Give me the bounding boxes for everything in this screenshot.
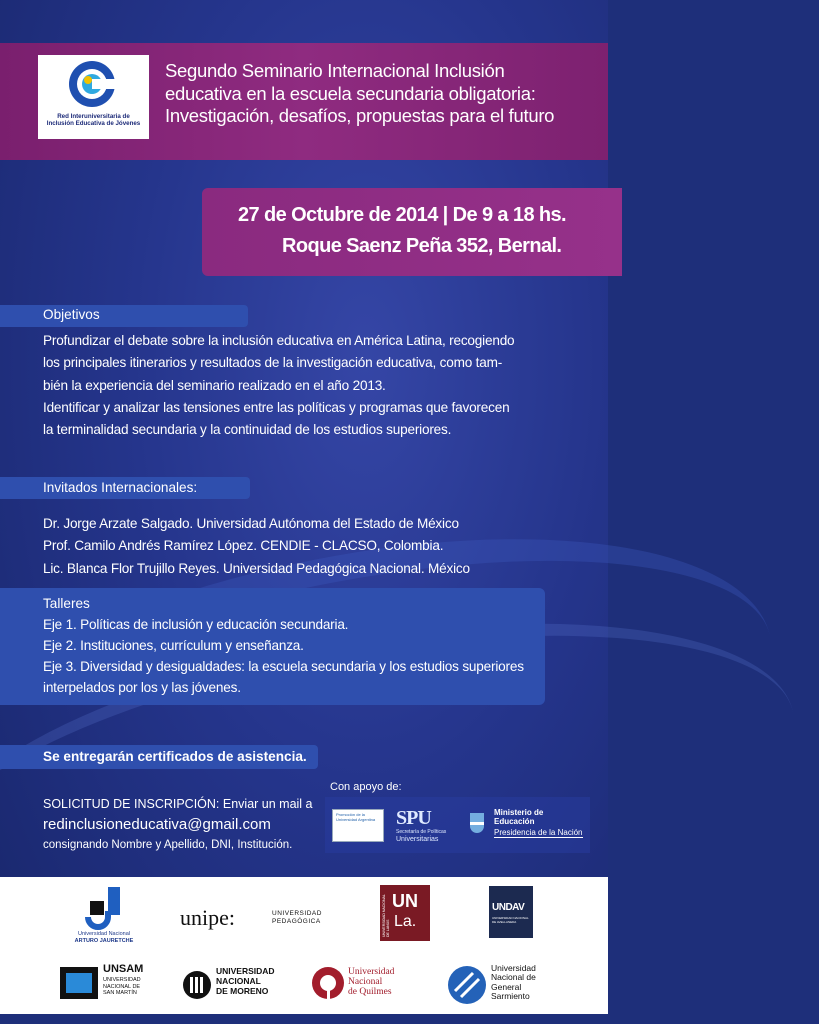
event-date: 27 de Octubre de 2014 | De 9 a 18 hs. bbox=[238, 204, 567, 226]
promocion-logo-text: Promoción de la Universidad Argentina bbox=[336, 812, 376, 822]
presidencia-label: Presidencia de la Nación bbox=[494, 828, 583, 837]
promocion-universidad-logo bbox=[332, 809, 384, 842]
invitado-line: Prof. Camilo Andrés Ramírez López. CENDIE - CLACSO, Colombia. bbox=[43, 538, 444, 554]
event-info bbox=[230, 200, 590, 262]
objetivos-text bbox=[43, 330, 514, 441]
spu-logo bbox=[396, 807, 458, 847]
event-place: Roque Saenz Peña 352, Bernal. bbox=[282, 235, 562, 257]
invitado-line: Lic. Blanca Flor Trujillo Reyes. Universidad Pedagógica Nacional. México bbox=[43, 560, 470, 576]
talleres-heading: Talleres bbox=[43, 596, 90, 611]
ungs-logo bbox=[447, 963, 557, 1007]
invitado-line: Dr. Jorge Arzate Salgado. Universidad Autónoma del Estado de México bbox=[43, 516, 459, 531]
invitados-heading: Invitados Internacionales: bbox=[43, 480, 198, 495]
unipe-text: PEDAGÓGICA bbox=[272, 917, 321, 925]
unsam-text: UNIVERSIDAD bbox=[103, 977, 141, 983]
ministerio-logo bbox=[470, 809, 590, 845]
unq-text: Nacional bbox=[348, 976, 383, 987]
title-line: Investigación, desafíos, propuestas para el futuro bbox=[165, 105, 555, 127]
unsam-name: UNSAM bbox=[103, 963, 144, 975]
section-bar bbox=[0, 305, 248, 327]
argentina-shield-icon bbox=[470, 813, 484, 833]
unm-text: UNIVERSIDAD bbox=[216, 966, 275, 976]
unm-logo bbox=[182, 967, 292, 1007]
unaj-icon bbox=[82, 887, 126, 927]
ungs-text: General bbox=[491, 981, 522, 992]
taller-line: Eje 3. Diversidad y desigualdades: la escuela secundaria y los estudios superiores bbox=[43, 659, 524, 675]
inscripcion-details: consignando Nombre y Apellido, DNI, Institución. bbox=[43, 839, 293, 851]
unla-logo bbox=[380, 885, 430, 941]
unsam-logo bbox=[60, 963, 160, 1005]
taller-line: Eje 2. Instituciones, currículum y enseñanza. bbox=[43, 638, 304, 654]
spu-title: SPU bbox=[396, 807, 431, 829]
invitados-text bbox=[43, 513, 470, 580]
talleres-text bbox=[43, 614, 524, 698]
unla-mark: UN bbox=[392, 891, 418, 911]
university-logos-footer bbox=[0, 877, 608, 1014]
ungs-text: Nacional de bbox=[491, 972, 536, 983]
taller-line: interpelados por los y las jóvenes. bbox=[43, 680, 241, 696]
spu-subtitle: Secretaría de Políticas bbox=[396, 829, 447, 835]
objetivos-line: Identificar y analizar las tensiones entre las políticas y programas que favorecen bbox=[43, 399, 510, 415]
objetivos-line: bién la experiencia del seminario realizado en el año 2013. bbox=[43, 377, 386, 393]
inscripcion-email[interactable]: redinclusioneducativa@gmail.com bbox=[43, 816, 271, 833]
ungs-icon bbox=[447, 965, 487, 1005]
ministerio-name bbox=[494, 809, 543, 827]
ministerio-line: Educación bbox=[494, 816, 535, 826]
unipe-text: UNIVERSIDAD bbox=[272, 910, 322, 917]
spu-subtitle: Universitarias bbox=[396, 835, 439, 843]
unipe-name: unipe: bbox=[180, 905, 235, 930]
footer-bottom-strip bbox=[0, 1014, 608, 1024]
unla-side-text: UNIVERSIDAD NACIONAL DE LANÚS bbox=[382, 894, 390, 937]
red-logo-text bbox=[40, 113, 147, 127]
ministerio-line: Ministerio de bbox=[494, 808, 544, 817]
taller-line: Eje 1. Políticas de inclusión y educación secundaria. bbox=[43, 617, 349, 632]
unsam-text: SAN MARTÍN bbox=[103, 990, 137, 997]
objetivos-heading: Objetivos bbox=[43, 307, 100, 322]
objetivos-line: la terminalidad secundaria y la continuidad de los estudios superiores. bbox=[43, 422, 452, 438]
unq-icon bbox=[310, 965, 346, 1003]
unipe-logo bbox=[180, 905, 340, 935]
ungs-text: Universidad bbox=[491, 963, 536, 973]
unq-text: de Quilmes bbox=[348, 986, 392, 997]
undav-logo bbox=[489, 886, 533, 938]
unsam-icon bbox=[60, 967, 98, 999]
certificados-note: Se entregarán certificados de asistencia. bbox=[43, 749, 307, 764]
unq-text: Universidad bbox=[348, 967, 395, 977]
title-line: educativa en la escuela secundaria obligatoria: bbox=[165, 82, 536, 104]
unm-icon bbox=[182, 969, 212, 1001]
undav-sub: UNIVERSIDAD NACIONAL DE AVELLANEDA bbox=[492, 916, 529, 924]
title-line: Segundo Seminario Internacional Inclusión bbox=[165, 60, 505, 81]
logo-text-line: Red Interuniversitaria de bbox=[57, 113, 130, 120]
undav-mark: UNDAV bbox=[492, 902, 525, 913]
ungs-text: Sarmiento bbox=[491, 991, 530, 1002]
inscripcion-info bbox=[43, 797, 313, 851]
logo-text-line: Inclusión Educativa de Jóvenes bbox=[46, 120, 141, 128]
objetivos-line: Profundizar el debate sobre la inclusión educativa en América Latina, recogiendo bbox=[43, 333, 515, 348]
apoyo-label: Con apoyo de: bbox=[330, 781, 402, 793]
unsam-text: NACIONAL DE bbox=[103, 983, 141, 990]
inscripcion-label: SOLICITUD DE INSCRIPCIÓN: Enviar un mail a bbox=[43, 797, 313, 811]
page-title bbox=[165, 60, 595, 128]
unm-text: NACIONAL bbox=[216, 975, 261, 986]
objetivos-line: los principales itinerarios y resultados de la investigación educativa, como tam- bbox=[43, 355, 503, 371]
red-logo bbox=[38, 55, 149, 139]
unaj-text: ARTURO JAURETCHE bbox=[74, 937, 134, 944]
red-logo-icon bbox=[58, 59, 126, 109]
unaj-text: Universidad Nacional bbox=[78, 931, 130, 937]
unla-mark: La. bbox=[394, 913, 417, 930]
unq-logo bbox=[310, 965, 420, 1007]
unaj-logo bbox=[68, 887, 140, 953]
unm-text: DE MORENO bbox=[216, 985, 269, 996]
